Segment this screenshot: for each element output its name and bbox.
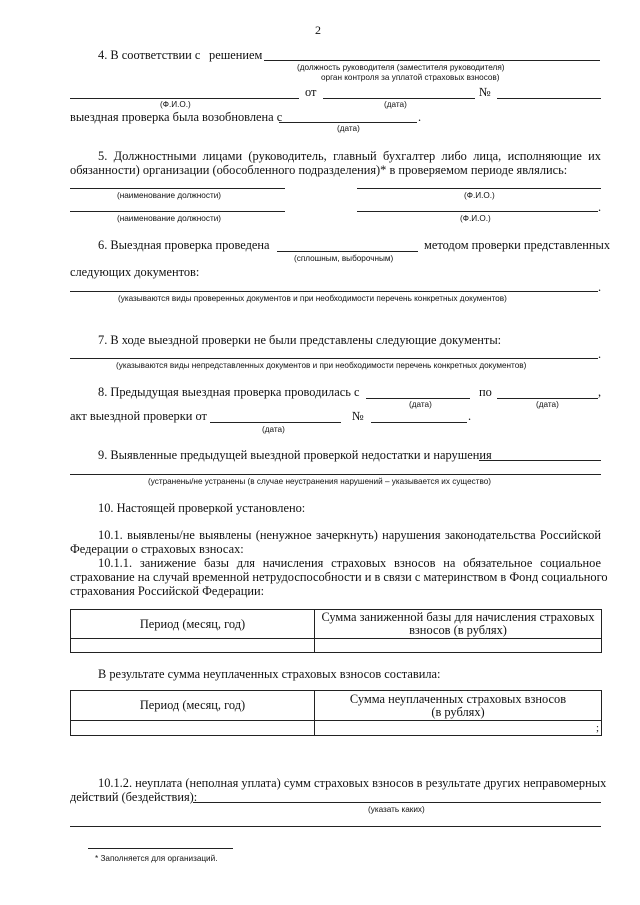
s5-fio-line1[interactable]	[357, 188, 601, 189]
s9-line1-blank[interactable]	[479, 460, 601, 461]
s8-lead: 8. Предыдущая выездная проверка проводилась с	[98, 385, 360, 399]
s10-1-2-actions-line[interactable]	[193, 802, 601, 803]
s4-number-line[interactable]	[497, 98, 601, 99]
table-cell-amount[interactable]	[315, 639, 602, 653]
s10-1-2-extra-line[interactable]	[70, 826, 601, 827]
header-amount-line1: Сумма заниженной базы для начисления страховых	[321, 610, 595, 624]
s7-line1: 7. В ходе выездной проверки не были представлены следующие документы:	[98, 333, 502, 347]
header-period: Период (месяц, год)	[71, 691, 315, 721]
header-amount	[315, 610, 602, 639]
s4-caption-organ: орган контроля за уплатой страховых взносов)	[321, 73, 500, 82]
table-row[interactable]	[71, 721, 602, 736]
s4-dot: .	[418, 110, 422, 124]
s8-from-date-line[interactable]	[366, 398, 470, 399]
s5-line1: 5. Должностными лицами (руководитель, главный бухгалтер либо лица, исполняющие их	[98, 149, 601, 163]
s8-act-number-line[interactable]	[371, 422, 467, 423]
s5-caption-position1: (наименование должности)	[117, 191, 221, 200]
s6-docs-line[interactable]	[70, 291, 598, 292]
s10-1-line1: 10.1. выявлены/не выявлены (ненужное зачеркнуть) нарушения законодательства Российской	[98, 528, 601, 542]
s8-caption-date3: (дата)	[262, 425, 285, 434]
s9-line1: 9. Выявленные предыдущей выездной проверкой недостатки и нарушения	[98, 448, 492, 462]
s10-1-2-caption: (указать каких)	[368, 805, 425, 814]
s4-caption-fio: (Ф.И.О.)	[160, 100, 191, 109]
s8-to-date-line[interactable]	[497, 398, 598, 399]
footnote: * Заполняется для организаций.	[95, 854, 218, 863]
table-cell-amount[interactable]	[315, 721, 602, 736]
s8-comma: ,	[598, 385, 602, 399]
s4-date-line[interactable]	[323, 98, 475, 99]
s5-position-line2[interactable]	[70, 211, 285, 212]
s6-method-line[interactable]	[277, 251, 418, 252]
unpaid-contributions-table	[70, 690, 602, 736]
s9-status-line[interactable]	[70, 474, 601, 475]
s5-caption-position2: (наименование должности)	[117, 214, 221, 223]
s7-docs-line[interactable]	[70, 358, 598, 359]
s5-caption-fio1: (Ф.И.О.)	[464, 191, 495, 200]
s4-ot: от	[305, 85, 317, 99]
s10-1-line2: Федерации о страховых взносах:	[70, 542, 244, 556]
s4-caption-date2: (дата)	[337, 124, 360, 133]
s4-no: №	[479, 85, 491, 99]
s8-dot: .	[468, 409, 472, 423]
header-amount-line2: взносов (в рублях)	[409, 623, 507, 637]
header-amount	[315, 691, 602, 721]
s6-dot: .	[598, 280, 602, 294]
footnote-rule	[88, 848, 233, 849]
s5-caption-fio2: (Ф.И.О.)	[460, 214, 491, 223]
s5-line2: обязанности) организации (обособленного подразделения)* в проверяемом периоде являлись:	[70, 163, 568, 177]
s5-position-line1[interactable]	[70, 188, 285, 189]
s4-lead: 4. В соответствии с	[98, 48, 201, 62]
s4-caption-date: (дата)	[384, 100, 407, 109]
s4-authority-line[interactable]	[264, 60, 600, 61]
s4-resumed-date-line[interactable]	[279, 122, 417, 123]
s6-caption-docs: (указываются виды проверенных документов и при необходимости перечень конкретных документов)	[118, 294, 507, 303]
s10-1-2-line1: 10.1.2. неуплата (неполная уплата) сумм страховых взносов в результате других неправомерных	[98, 776, 607, 790]
s5-dot: .	[598, 200, 602, 214]
s8-po: по	[479, 385, 492, 399]
s4-caption-position: (должность руководителя (заместителя руководителя)	[297, 63, 505, 72]
s10-1-1-line3: страхования Российской Федерации:	[70, 584, 265, 598]
s6-lead: 6. Выездная проверка проведена	[98, 238, 270, 252]
s8-caption-date2: (дата)	[536, 400, 559, 409]
s8-no: №	[352, 409, 364, 423]
s8-act-date-line[interactable]	[210, 422, 341, 423]
s6-caption-method: (сплошным, выборочным)	[294, 254, 394, 263]
s7-caption: (указываются виды непредставленных документов и при необходимости перечень конкретных документов)	[116, 361, 527, 370]
s4-fio-line[interactable]	[70, 98, 299, 99]
table-row[interactable]	[71, 639, 602, 653]
s6-line2: следующих документов:	[70, 265, 200, 279]
s10-result: В результате сумма неуплаченных страховых взносов составила:	[98, 667, 441, 681]
header-period: Период (месяц, год)	[71, 610, 315, 639]
s4-word: решением	[209, 48, 263, 62]
header-amount-line2: (в рублях)	[431, 704, 485, 719]
s7-dot: .	[598, 347, 602, 361]
header-amount-line1: Сумма неуплаченных страховых взносов	[349, 691, 567, 706]
table-cell-period[interactable]	[71, 721, 315, 736]
s10-title: 10. Настоящей проверкой установлено:	[98, 501, 306, 515]
s10-1-1-line1: 10.1.1. занижение базы для начисления страховых взносов на обязательное социальное	[98, 556, 601, 570]
table-header-row	[71, 610, 602, 639]
s10-1-2-line2: действий (бездействия):	[70, 790, 198, 804]
s9-caption: (устранены/не устранены (в случае неустранения нарушений – указывается их существо)	[148, 477, 492, 486]
s5-fio-line2[interactable]	[357, 211, 598, 212]
s4-resumed: выездная проверка была возобновлена с	[70, 110, 283, 124]
table-cell-period[interactable]	[71, 639, 315, 653]
semicolon: ;	[595, 722, 599, 734]
s6-tail: методом проверки представленных	[424, 238, 611, 252]
s8-caption-date1: (дата)	[409, 400, 432, 409]
underreported-base-table	[70, 609, 602, 653]
s8-act: акт выездной проверки от	[70, 409, 207, 423]
s10-1-1-line2: страхование на случай временной нетрудоспособности и в связи с материнством в Фонд социального	[70, 570, 608, 584]
table-header-row	[71, 691, 602, 721]
page-number: 2	[315, 23, 321, 37]
